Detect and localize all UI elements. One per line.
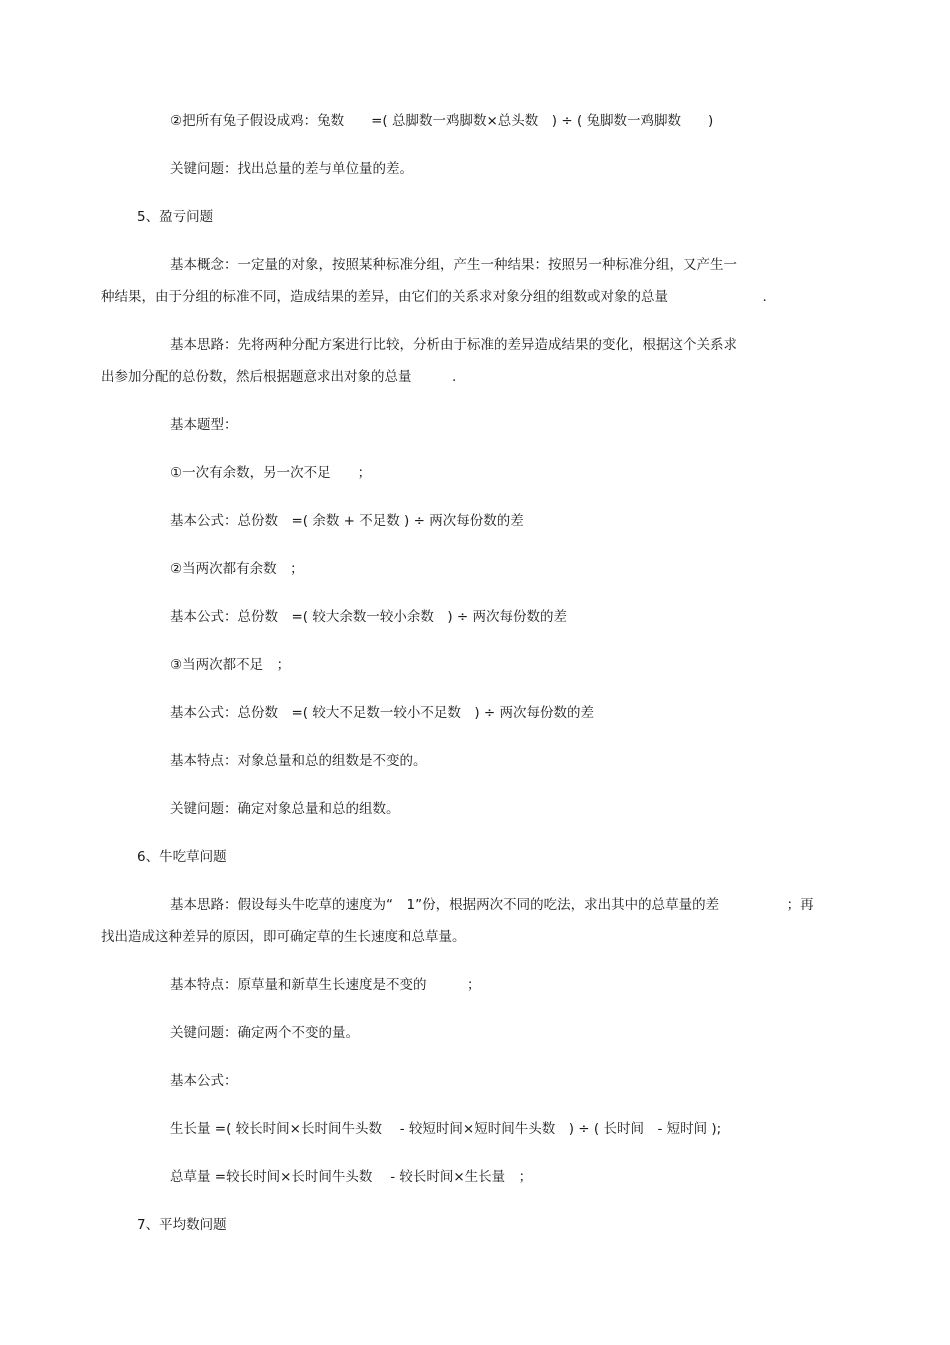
formula-line: 基本公式：总份数 =( 余数 + 不足数 ) ÷ 两次每份数的差 [170,513,524,529]
text-line: ②当两次都有余数 ； [170,561,304,577]
text-line: 基本公式： [170,1073,238,1089]
text-line: 基本特点：原草量和新草生长速度是不变的 ； [170,977,481,993]
text-line: ②把所有兔子假设成鸡：兔数 =( 总脚数一鸡脚数×总头数 ) ÷ ( 兔脚数一鸡脚数 ) [170,113,714,129]
text-line: 找出造成这种差异的原因，即可确定草的生长速度和总草量。 [101,929,466,945]
section-heading: 6、牛吃草问题 [137,849,227,865]
formula-line: 生长量 =( 较长时间×长时间牛头数 - 较短时间×短时间牛头数 ) ÷ ( 长时间 - 短时间 ); [170,1121,722,1137]
text-line: ③当两次都不足 ； [170,657,291,673]
section-heading: 5、盈亏问题 [137,209,214,225]
text-line: 种结果，由于分组的标准不同，造成结果的差异，由它们的关系求对象分组的组数或对象的总量 . [101,289,767,305]
text-line: 关键问题：确定两个不变的量。 [170,1025,359,1041]
formula-line: 总草量 =较长时间×长时间牛头数 - 较长时间×生长量 ； [170,1169,533,1185]
text-line: 出参加分配的总份数，然后根据题意求出对象的总量 . [101,369,457,385]
text-line: 关键问题：找出总量的差与单位量的差。 [170,161,413,177]
text-line: 基本概念：一定量的对象，按照某种标准分组，产生一种结果：按照另一种标准分组，又产生一 [170,257,737,273]
text-line: 基本思路：先将两种分配方案进行比较，分析由于标准的差异造成结果的变化，根据这个关系求 [170,337,737,353]
formula-line: 基本公式：总份数 =( 较大不足数一较小不足数 ) ÷ 两次每份数的差 [170,705,595,721]
text-line: ①一次有余数，另一次不足 ； [170,465,372,481]
text-line: 基本特点：对象总量和总的组数是不变的。 [170,753,427,769]
text-line: 关键问题：确定对象总量和总的组数。 [170,801,400,817]
text-line: 基本题型： [170,417,238,433]
formula-line: 基本公式：总份数 =( 较大余数一较小余数 ) ÷ 两次每份数的差 [170,609,568,625]
section-heading: 7、平均数问题 [137,1217,227,1233]
text-line: 基本思路：假设每头牛吃草的速度为“ 1”份，根据两次不同的吃法，求出其中的总草量的差 ；再 [170,897,814,913]
